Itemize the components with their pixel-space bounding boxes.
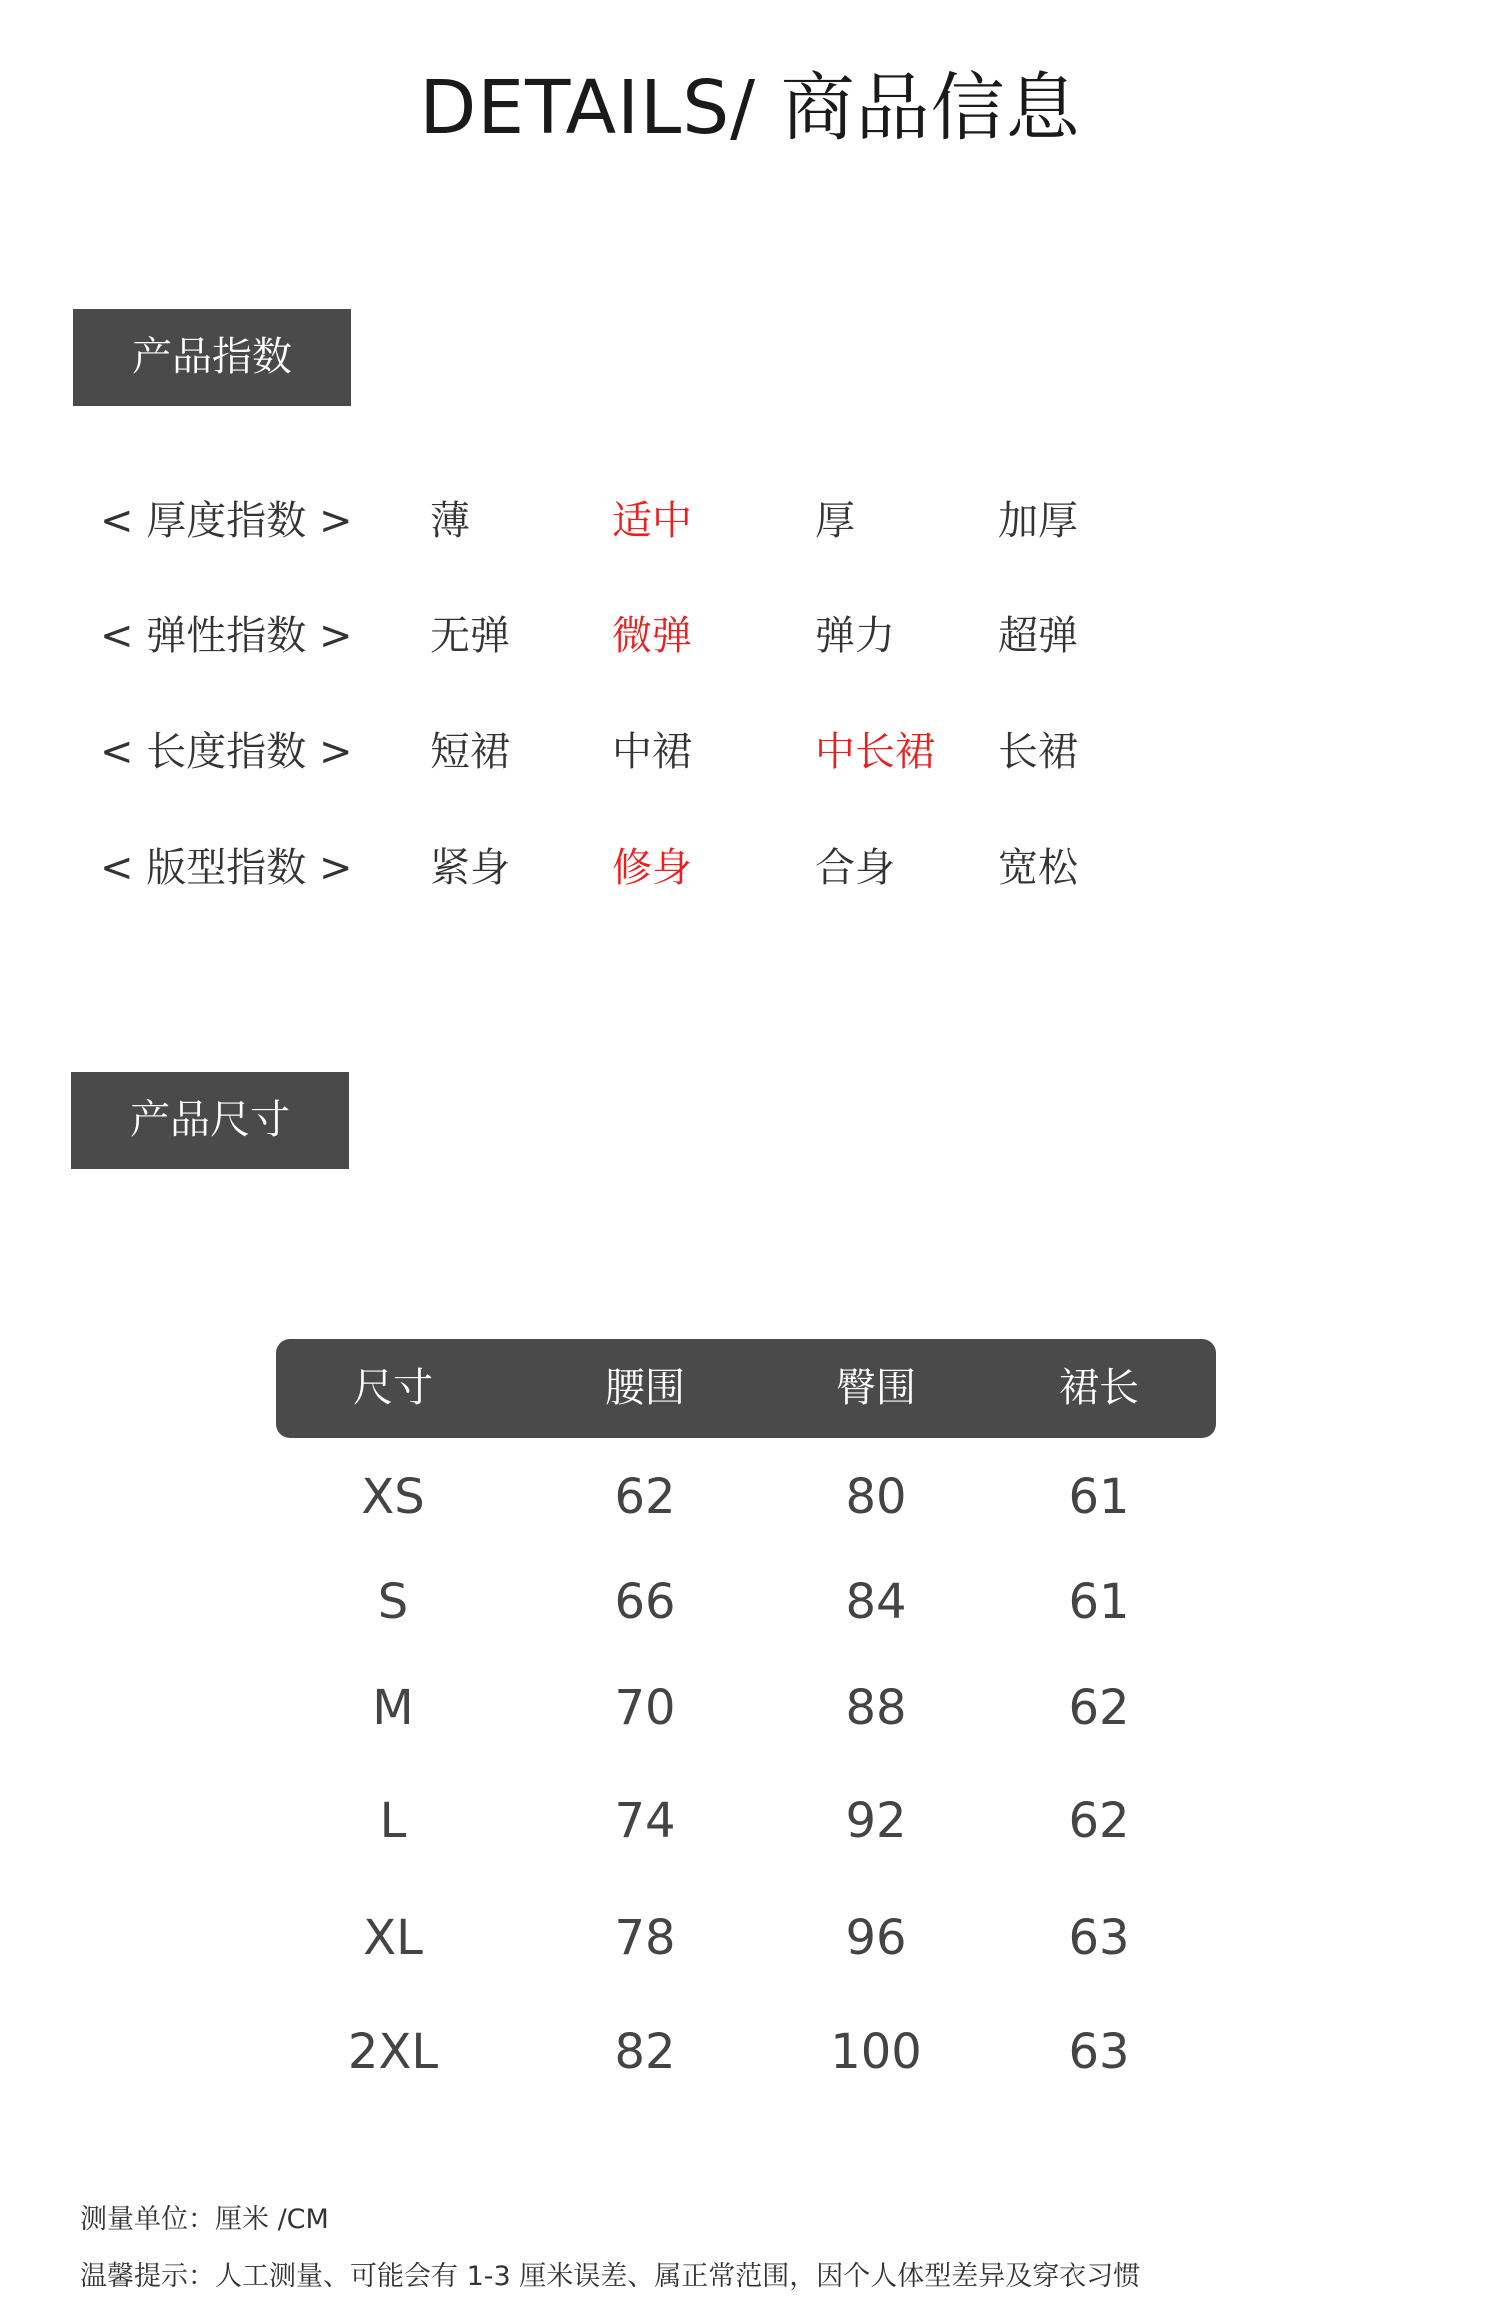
size-cell: XL [363, 1910, 423, 1966]
measurement-tip-note: 温馨提示：人工测量、可能会有 1-3 厘米误差、属正常范围，因个人体型差异及穿衣习惯 [80, 2261, 1141, 2292]
table-row [0, 1457, 1500, 1537]
index-row-length [0, 722, 1500, 782]
index-option: 合身 [815, 845, 895, 891]
page-title: DETAILS/ 商品信息 [419, 65, 1081, 151]
index-row-thickness [0, 491, 1500, 551]
table-row [0, 1562, 1500, 1642]
header-waist: 腰围 [605, 1365, 685, 1411]
index-label: < 版型指数 > [100, 845, 353, 891]
index-label: < 弹性指数 > [100, 613, 353, 659]
index-label: < 厚度指数 > [100, 498, 353, 544]
waist-cell: 82 [614, 2024, 676, 2080]
index-option-selected: 微弹 [612, 613, 692, 659]
table-row [0, 1668, 1500, 1748]
index-option: 超弹 [998, 613, 1078, 659]
waist-cell: 70 [614, 1680, 676, 1736]
header-hip: 臀围 [836, 1365, 916, 1411]
index-row-elasticity [0, 606, 1500, 666]
hip-cell: 84 [845, 1574, 907, 1630]
index-option: 紧身 [430, 845, 510, 891]
header-size: 尺寸 [353, 1365, 433, 1411]
length-cell: 63 [1068, 1910, 1130, 1966]
index-option: 长裙 [998, 729, 1078, 775]
table-row [0, 1781, 1500, 1861]
length-cell: 61 [1068, 1469, 1130, 1525]
header-skirt-length: 裙长 [1059, 1365, 1139, 1411]
index-option: 短裙 [430, 729, 510, 775]
index-option: 无弹 [430, 613, 510, 659]
size-cell: S [377, 1574, 409, 1630]
size-cell: 2XL [347, 2024, 439, 2080]
size-cell: XS [361, 1469, 425, 1525]
length-cell: 61 [1068, 1574, 1130, 1630]
index-option: 弹力 [815, 613, 895, 659]
length-cell: 63 [1068, 2024, 1130, 2080]
section-tab-product-size: 产品尺寸 [71, 1072, 349, 1169]
hip-cell: 80 [845, 1469, 907, 1525]
size-cell: M [372, 1680, 414, 1736]
hip-cell: 92 [845, 1793, 907, 1849]
length-cell: 62 [1068, 1680, 1130, 1736]
index-option: 加厚 [998, 498, 1078, 544]
waist-cell: 74 [614, 1793, 676, 1849]
hip-cell: 100 [830, 2024, 922, 2080]
size-cell: L [379, 1793, 407, 1849]
index-option: 厚 [815, 498, 855, 544]
index-option: 中裙 [612, 729, 692, 775]
length-cell: 62 [1068, 1793, 1130, 1849]
index-row-fit [0, 838, 1500, 898]
measurement-unit-note: 测量单位：厘米 /CM [80, 2204, 329, 2235]
waist-cell: 62 [614, 1469, 676, 1525]
index-option-selected: 修身 [612, 845, 692, 891]
index-option-selected: 适中 [612, 498, 692, 544]
index-option: 宽松 [998, 845, 1078, 891]
index-option: 薄 [430, 498, 470, 544]
hip-cell: 96 [845, 1910, 907, 1966]
section-tab-product-index: 产品指数 [73, 309, 351, 406]
index-label: < 长度指数 > [100, 729, 353, 775]
size-table-header [276, 1339, 1216, 1438]
waist-cell: 66 [614, 1574, 676, 1630]
table-row [0, 1898, 1500, 1978]
hip-cell: 88 [845, 1680, 907, 1736]
index-option-selected: 中长裙 [815, 729, 935, 775]
table-row [0, 2012, 1500, 2092]
waist-cell: 78 [614, 1910, 676, 1966]
